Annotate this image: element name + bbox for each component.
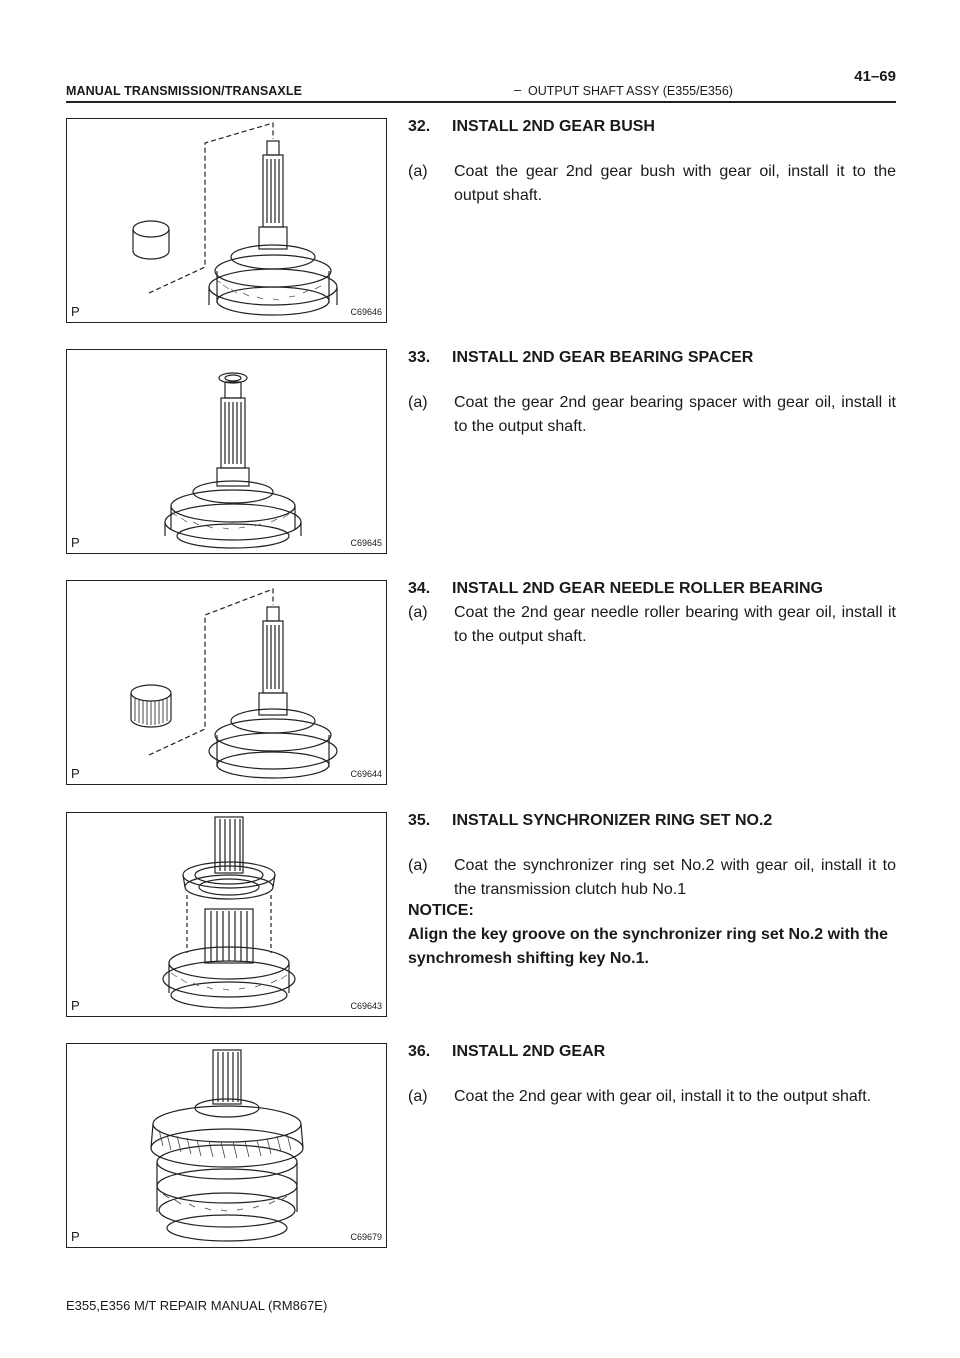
sub-step-label: (a) xyxy=(408,604,428,621)
synchronizer-ring-icon xyxy=(67,813,388,1018)
header-separator: – xyxy=(514,82,522,97)
sub-step-text: Coat the gear 2nd gear bearing spacer with gear oil, install it to the output shaft. xyxy=(454,394,896,435)
figure-marker: P xyxy=(71,1229,80,1244)
figure-2nd-gear-bearing-spacer xyxy=(66,349,387,554)
step-number: 33. xyxy=(408,349,431,366)
figure-code: C69679 xyxy=(350,1232,382,1242)
figure-code: C69644 xyxy=(350,769,382,779)
section-title: MANUAL TRANSMISSION/TRANSAXLE xyxy=(66,84,303,98)
step-36-heading xyxy=(408,1043,605,1061)
page-footer: E355,E356 M/T REPAIR MANUAL (RM867E) xyxy=(66,1298,328,1313)
figure-marker: P xyxy=(71,535,80,550)
step-title: INSTALL 2ND GEAR NEEDLE ROLLER BEARING xyxy=(452,580,823,597)
notice-label: NOTICE: xyxy=(408,902,474,919)
step-title: INSTALL 2ND GEAR xyxy=(452,1043,606,1060)
bearing-spacer-icon xyxy=(67,350,388,555)
step-title: INSTALL 2ND GEAR BUSH xyxy=(452,118,655,135)
subsection-title: OUTPUT SHAFT ASSY (E355/E356) xyxy=(528,84,733,98)
figure-marker: P xyxy=(71,304,80,319)
sub-step-text: Coat the synchronizer ring set No.2 with gear oil, install it to the transmission clutch hub No.1 xyxy=(454,857,896,898)
step-32-instruction xyxy=(408,160,896,208)
step-number: 36. xyxy=(408,1043,431,1060)
figure-code: C69645 xyxy=(350,538,382,548)
figure-marker: P xyxy=(71,766,80,781)
page-number: 41–69 xyxy=(854,68,896,85)
figure-synchronizer-ring xyxy=(66,812,387,1017)
step-35-heading xyxy=(408,812,772,830)
sub-step-text: Coat the gear 2nd gear bush with gear oil, install it to the output shaft. xyxy=(454,163,896,204)
step-33-heading xyxy=(408,349,753,367)
sub-step-text: Coat the 2nd gear needle roller bearing with gear oil, install it to the output shaft. xyxy=(454,604,896,645)
sub-step-label: (a) xyxy=(408,1088,428,1105)
figure-2nd-gear-bush xyxy=(66,118,387,323)
figure-marker: P xyxy=(71,998,80,1013)
figure-code: C69643 xyxy=(350,1001,382,1011)
notice-text: Align the key groove on the synchronizer ring set No.2 with the synchromesh shifting key No.1. xyxy=(408,926,889,967)
step-number: 32. xyxy=(408,118,431,135)
step-35-instruction xyxy=(408,854,896,902)
bush-icon xyxy=(67,119,388,324)
step-32-heading xyxy=(408,118,655,136)
figure-code: C69646 xyxy=(350,307,382,317)
step-title: INSTALL 2ND GEAR BEARING SPACER xyxy=(452,349,754,366)
sub-step-label: (a) xyxy=(408,857,428,874)
sub-step-text: Coat the 2nd gear with gear oil, install it to the output shaft. xyxy=(454,1088,872,1105)
step-34-instruction xyxy=(408,601,896,649)
step-number: 35. xyxy=(408,812,431,829)
figure-needle-roller-bearing xyxy=(66,580,387,785)
step-33-instruction xyxy=(408,391,896,439)
sub-step-label: (a) xyxy=(408,163,428,180)
step-36-instruction xyxy=(408,1085,896,1109)
step-34-heading xyxy=(408,580,823,598)
step-number: 34. xyxy=(408,580,431,597)
header-rule xyxy=(66,101,896,103)
step-title: INSTALL SYNCHRONIZER RING SET NO.2 xyxy=(452,812,773,829)
sub-step-label: (a) xyxy=(408,394,428,411)
figure-2nd-gear xyxy=(66,1043,387,1248)
gear-icon xyxy=(67,1044,388,1249)
page-header xyxy=(66,68,896,102)
needle-bearing-icon xyxy=(67,581,388,786)
